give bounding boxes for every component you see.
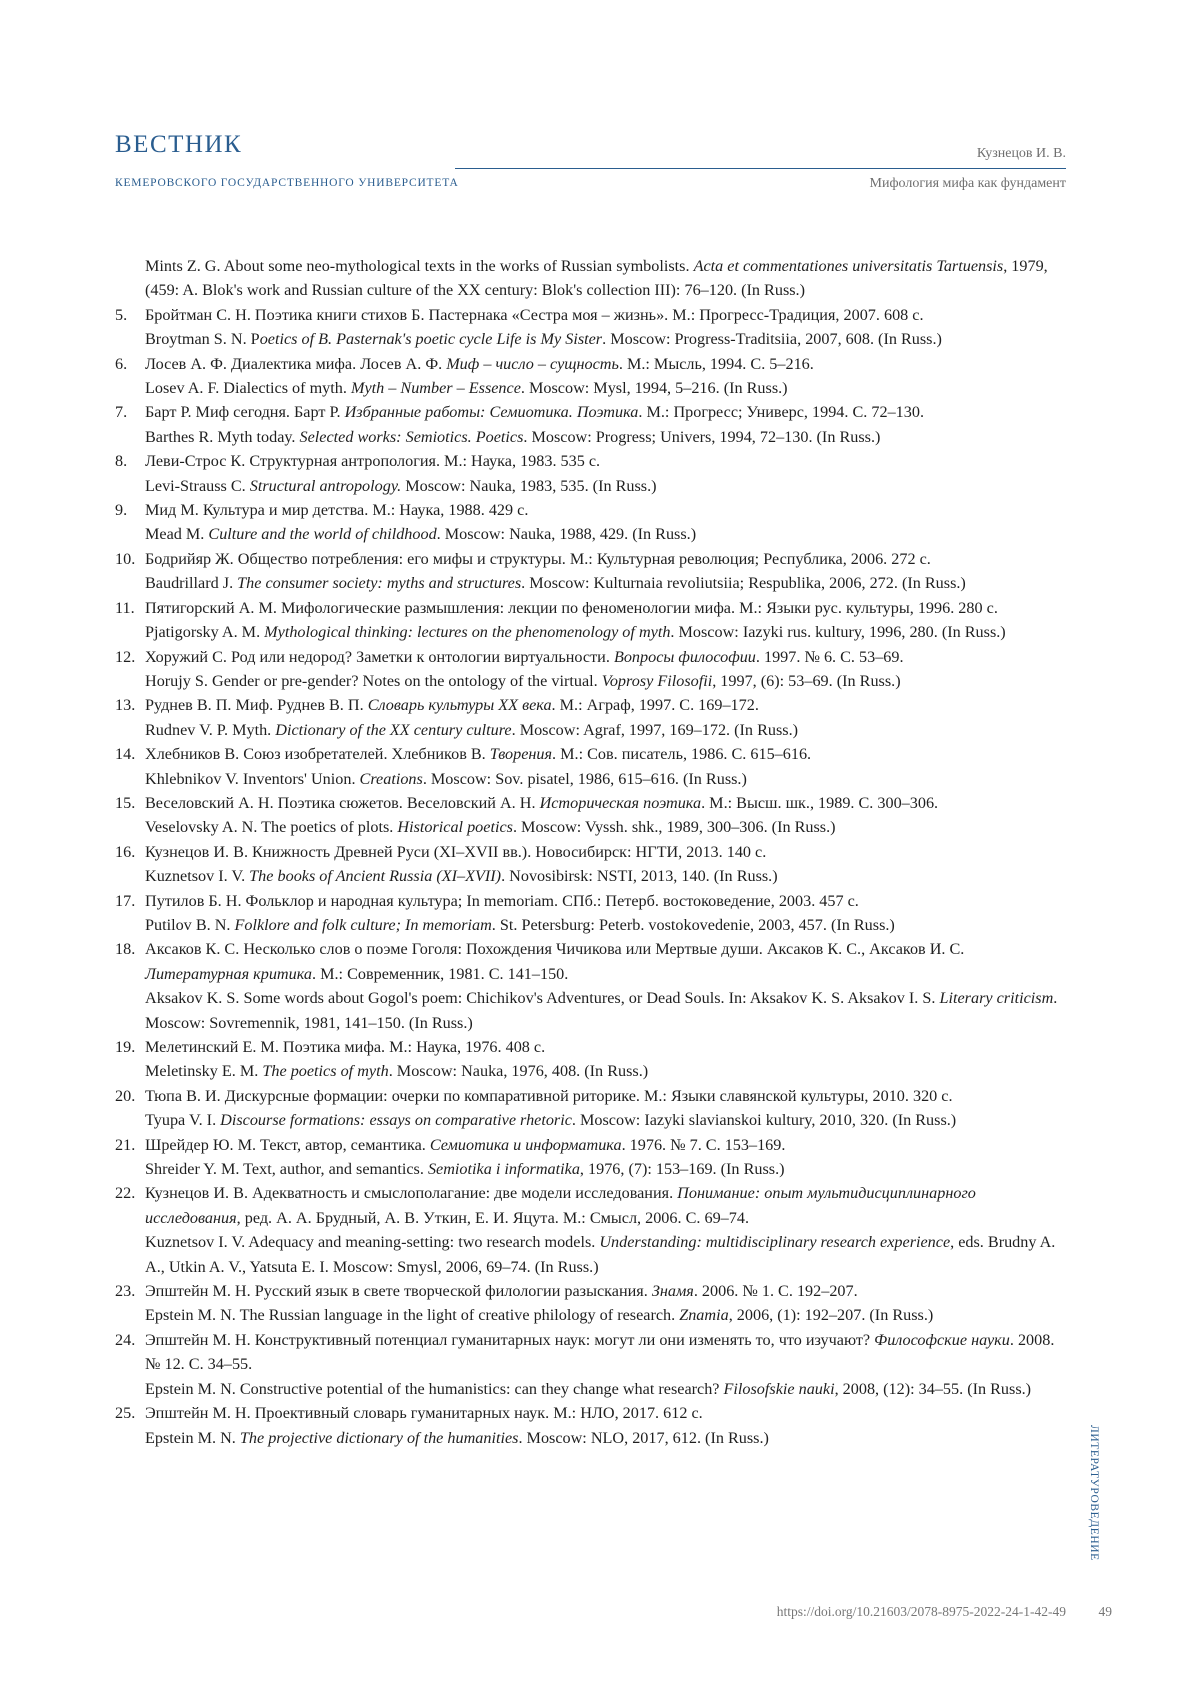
reference-source-title: Словарь культуры XX века (367, 696, 552, 715)
reference-number: 9. (115, 501, 128, 520)
reference-segment: , 2006, (1): 192–207. (In Russ.) (728, 1306, 934, 1325)
reference-original (145, 1133, 1066, 1157)
reference-segment: Кузнецов И. В. Адекватность и смыслополагание: две модели исследования. (145, 1184, 678, 1203)
reference-segment: Кузнецов И. В. Книжность Древней Руси (XI–XVII вв.). Новосибирск: НГТИ, 2013. 140 с. (145, 842, 767, 861)
reference-number: 23. (115, 1282, 136, 1301)
reference-transliteration (145, 522, 1066, 546)
reference-item (115, 1328, 1066, 1401)
reference-text (145, 547, 1066, 596)
reference-segment: Putilov B. N. (145, 915, 235, 934)
reference-number: 25. (115, 1404, 136, 1423)
reference-text (145, 596, 1066, 645)
reference-original (145, 1328, 1066, 1377)
header-author: Кузнецов И. В. (976, 146, 1066, 161)
reference-source-title: The consumer society: myths and structures (237, 574, 522, 593)
reference-source-title: Voprosy Filosofii (601, 671, 713, 690)
reference-number: 21. (115, 1135, 136, 1154)
reference-segment: Барт Р. Миф сегодня. Барт Р. (145, 403, 345, 422)
reference-transliteration (145, 913, 1066, 937)
reference-number: 6. (115, 354, 128, 373)
reference-segment: Aksakov K. S. Some words about Gogol's poem: Chichikov's Adventures, or Dead Souls. In: Aksakov K. S. Aksakov I. S. (145, 989, 940, 1008)
reference-item (115, 937, 1066, 1035)
reference-segment: Лосев А. Ф. Диалектика мифа. Лосев А. Ф. (145, 354, 447, 373)
reference-text (145, 254, 1066, 303)
reference-source-title: The poetics of myth (262, 1062, 389, 1081)
reference-segment: Веселовский А. Н. Поэтика сюжетов. Веселовский А. Н. (145, 793, 540, 812)
reference-source-title: Творения (489, 745, 553, 764)
header-divider (455, 168, 1066, 169)
reference-text (145, 791, 1066, 840)
doi-link[interactable]: https://doi.org/10.21603/2078-8975-2022-24-1-42-49 (776, 1604, 1066, 1619)
reference-source-title: Семиотика и информатика (429, 1135, 622, 1154)
reference-number: 7. (115, 403, 128, 422)
reference-number (115, 254, 145, 303)
reference-original (145, 254, 1066, 303)
reference-number: 8. (115, 452, 128, 471)
reference-original (145, 937, 1066, 986)
reference-segment: Аксаков К. С. Несколько слов о поэме Гоголя: Похождения Чичикова или Мертвые души. Аксаков К. С., Аксаков И. С. (145, 940, 965, 959)
reference-segment: . Moscow: Kulturnaia revoliutsiia; Respublika, 2006, 272. (In Russ.) (521, 574, 966, 593)
reference-original (145, 1181, 1066, 1230)
reference-source-title: Философские науки (874, 1330, 1010, 1349)
reference-item (115, 1401, 1066, 1450)
reference-source-title: Literary criticism (939, 989, 1054, 1008)
reference-segment: . Moscow: Nauka, 1976, 408. (In Russ.) (388, 1062, 649, 1081)
reference-segment: . 1997. № 6. С. 53–69. (755, 647, 904, 666)
reference-segment: Мид М. Культура и мир детства. М.: Наука, 1988. 429 с. (145, 501, 529, 520)
reference-number: 5. (115, 305, 128, 324)
reference-source-title: Mythological thinking: lectures on the phenomenology of myth (264, 623, 671, 642)
reference-source-title: Creations (359, 769, 423, 788)
reference-segment: Путилов Б. Н. Фольклор и народная культура; In memoriam. СПб.: Петерб. востоковедение, 2003. 457 с. (145, 891, 859, 910)
reference-segment: . Moscow: Nauka, 1988, 429. (In Russ.) (436, 525, 697, 544)
reference-segment: Тюпа В. И. Дискурсные формации: очерки по компаративной риторике. М.: Языки славянской культуры, 2010. 320 с. (145, 1086, 953, 1105)
reference-text (145, 742, 1066, 791)
reference-text (145, 303, 1066, 352)
reference-segment: Levi-Strauss C. (145, 476, 250, 495)
reference-item (115, 1279, 1066, 1328)
reference-segment: Baudrillard J. (145, 574, 238, 593)
reference-item (115, 254, 1066, 303)
reference-number: 13. (115, 696, 136, 715)
reference-number: 19. (115, 1038, 136, 1056)
reference-segment: . М.: Аграф, 1997. С. 169–172. (551, 696, 759, 715)
reference-segment: Руднев В. П. Миф. Руднев В. П. (145, 696, 368, 715)
reference-source-title: Znamia (679, 1306, 729, 1325)
reference-transliteration (145, 474, 1066, 498)
reference-source-title: Historical poetics (397, 818, 513, 837)
reference-segment: Леви-Строс К. Структурная антропология. М.: Наука, 1983. 535 с. (145, 452, 601, 471)
reference-original (145, 400, 1066, 424)
reference-original (145, 889, 1066, 913)
reference-item (115, 352, 1066, 401)
reference-number: 18. (115, 940, 136, 959)
reference-transliteration (145, 1059, 1066, 1083)
reference-segment: Эпштейн М. Н. Конструктивный потенциал гуманитарных наук: могут ли они изменять то, что изучают? (145, 1330, 875, 1349)
reference-list (115, 254, 1066, 1450)
reference-item (115, 1084, 1066, 1133)
reference-original (145, 1401, 1066, 1425)
reference-segment: Шрейдер Ю. М. Текст, автор, семантика. (145, 1135, 430, 1154)
reference-source-title: Structural antropology. (249, 476, 402, 495)
reference-source-title: Acta et commentationes universitatis Tartuensis (693, 257, 1004, 275)
reference-item (115, 693, 1066, 742)
reference-text (145, 400, 1066, 449)
reference-segment: . Moscow: Iazyki rus. kultury, 1996, 280. (In Russ.) (670, 623, 1006, 642)
reference-segment: . М.: Высш. шк., 1989. С. 300–306. (701, 793, 939, 812)
reference-original (145, 596, 1066, 620)
journal-title: ВЕСТНИК (115, 131, 243, 158)
reference-segment: . М.: Сов. писатель, 1986. С. 615–616. (552, 745, 812, 764)
reference-text (145, 1181, 1066, 1279)
reference-item (115, 498, 1066, 547)
reference-segment: . 2006. № 1. С. 192–207. (693, 1282, 858, 1301)
reference-original (145, 645, 1066, 669)
reference-item (115, 645, 1066, 694)
reference-original (145, 449, 1066, 473)
reference-segment: Khlebnikov V. Inventors' Union. (145, 769, 360, 788)
reference-original (145, 303, 1066, 327)
reference-original (145, 742, 1066, 766)
reference-segment: Kuznetsov I. V. Adequacy and meaning-setting: two research models. (145, 1233, 600, 1252)
reference-segment: Бодрийяр Ж. Общество потребления: его мифы и структуры. М.: Культурная революция; Республика, 2006. 272 с. (145, 549, 931, 568)
reference-transliteration (145, 327, 1066, 351)
reference-segment: . М.: Прогресс; Универс, 1994. С. 72–130. (638, 403, 924, 422)
journal-subtitle: КЕМЕРОВСКОГО ГОСУДАРСТВЕННОГО УНИВЕРСИТЕТА (115, 177, 459, 189)
reference-text (145, 449, 1066, 498)
reference-item (115, 840, 1066, 889)
reference-segment: Эпштейн М. Н. Русский язык в свете творческой филологии разыскания. (145, 1282, 652, 1301)
reference-segment: . Moscow: Progress; Univers, 1994, 72–130. (In Russ.) (523, 427, 881, 446)
reference-text (145, 889, 1066, 938)
reference-transliteration (145, 1426, 1066, 1450)
reference-segment: Эпштейн М. Н. Проективный словарь гуманитарных наук. М.: НЛО, 2017. 612 с. (145, 1404, 703, 1423)
reference-item (115, 547, 1066, 596)
reference-item (115, 1181, 1066, 1279)
reference-source-title: Myth – Number – Essence (350, 379, 521, 398)
reference-transliteration (145, 986, 1066, 1035)
reference-segment: , eds. Brudny A. A., Utkin A. V., Yatsuta E. I. Moscow: Smysl, 2006, 69–74. (In Russ.) (145, 1233, 1056, 1276)
reference-segment: Хоружий С. Род или недород? Заметки к онтологии виртуальности. (145, 647, 614, 666)
reference-transliteration (145, 1230, 1066, 1279)
reference-segment: . St. Petersburg: Peterb. vostokovedenie, 2003, 457. (In Russ.) (491, 915, 895, 934)
reference-source-title: oetics of B. Pasternak's poetic cycle Life is My Sister (259, 330, 603, 349)
reference-transliteration (145, 1303, 1066, 1327)
reference-transliteration (145, 767, 1066, 791)
reference-source-title: Selected works: Semiotics. Poetics (299, 427, 524, 446)
reference-text (145, 1084, 1066, 1133)
reference-source-title: Discourse formations: essays on comparative rhetoric (220, 1111, 572, 1130)
reference-text (145, 1035, 1066, 1084)
reference-source-title: Понимание: опыт мультидисциплинарного исследования (145, 1184, 976, 1227)
reference-segment: . Moscow: Vyssh. shk., 1989, 300–306. (In Russ.) (512, 818, 836, 837)
reference-source-title: Знамя (651, 1282, 694, 1301)
reference-source-title: Историческая поэтика (539, 793, 702, 812)
reference-item (115, 742, 1066, 791)
reference-source-title: Understanding: multidisciplinary research experience (599, 1233, 951, 1252)
reference-segment: Meletinsky E. M. (145, 1062, 263, 1081)
reference-segment: , 1979, (459: A. Blok's work and Russian culture of the XX century: Blok's collection III): 76–120. (In Russ.) (145, 257, 1048, 300)
reference-text (145, 1401, 1066, 1450)
reference-number: 14. (115, 745, 136, 764)
reference-item (115, 596, 1066, 645)
reference-transliteration (145, 815, 1066, 839)
reference-item (115, 1133, 1066, 1182)
reference-segment: Tyupa V. I. (145, 1111, 221, 1130)
reference-text (145, 645, 1066, 694)
reference-original (145, 693, 1066, 717)
reference-item (115, 1035, 1066, 1084)
reference-text (145, 937, 1066, 1035)
reference-segment: Бройтман С. Н. Поэтика книги стихов Б. Пастернака «Сестра моя – жизнь». М.: Прогресс-Традиция, 2007. 608 с. (145, 305, 924, 324)
reference-transliteration (145, 620, 1066, 644)
reference-original (145, 498, 1066, 522)
reference-transliteration (145, 425, 1066, 449)
reference-segment: . Moscow: Mysl, 1994, 5–216. (In Russ.) (520, 379, 788, 398)
reference-source-title: The books of Ancient Russia (XI–XVII) (249, 867, 502, 886)
reference-text (145, 1279, 1066, 1328)
reference-segment: . 1976. № 7. С. 153–169. (621, 1135, 786, 1154)
reference-segment: . М.: Современник, 1981. С. 141–150. (311, 964, 569, 983)
reference-segment: Mead M. (145, 525, 209, 544)
reference-segment: , 1976, (7): 153–169. (In Russ.) (579, 1160, 785, 1179)
reference-source-title: Вопросы философии (613, 647, 756, 666)
reference-source-title: Culture and the world of childhood (208, 525, 437, 544)
reference-original (145, 791, 1066, 815)
reference-original (145, 1035, 1066, 1059)
reference-segment: Veselovsky A. N. The poetics of plots. (145, 818, 398, 837)
reference-segment: . 2008. № 12. С. 34–55. (145, 1330, 1055, 1374)
reference-original (145, 1084, 1066, 1108)
reference-item (115, 791, 1066, 840)
reference-segment: Хлебников В. Союз изобретателей. Хлебников В. (145, 745, 490, 764)
reference-source-title: Semiotika i informatika (427, 1160, 580, 1179)
reference-item (115, 400, 1066, 449)
reference-original (145, 1279, 1066, 1303)
reference-item (115, 449, 1066, 498)
reference-segment: Losev A. F. Dialectics of myth. (145, 379, 351, 398)
reference-source-title: Folklore and folk culture; In memoriam (234, 915, 492, 934)
reference-number: 22. (115, 1184, 136, 1203)
reference-transliteration (145, 864, 1066, 888)
reference-segment: Broytman S. N. P (145, 330, 260, 349)
reference-segment: Moscow: Nauka, 1983, 535. (In Russ.) (401, 476, 657, 495)
page-header (0, 0, 1200, 200)
reference-transliteration (145, 1108, 1066, 1132)
reference-segment: . М.: Мысль, 1994. С. 5–216. (618, 354, 814, 373)
reference-text (145, 498, 1066, 547)
reference-text (145, 1133, 1066, 1182)
reference-transliteration (145, 718, 1066, 742)
reference-segment: . Moscow: Agraf, 1997, 169–172. (In Russ.) (511, 720, 799, 739)
reference-segment: . Novosibirsk: NSTI, 2013, 140. (In Russ.) (501, 867, 778, 886)
reference-segment: Kuznetsov I. V. (145, 867, 250, 886)
reference-segment: Shreider Y. M. Text, author, and semantics. (145, 1160, 428, 1179)
reference-text (145, 1328, 1066, 1401)
reference-number: 15. (115, 793, 136, 812)
reference-segment: Pjatigorsky A. M. (145, 623, 265, 642)
reference-text (145, 352, 1066, 401)
reference-segment: Пятигорский А. М. Мифологические размышления: лекции по феноменологии мифа. М.: Языки рус. культуры, 1996. 280 с. (145, 598, 998, 617)
reference-text (145, 840, 1066, 889)
reference-source-title: Избранные работы: Семиотика. Поэтика (344, 403, 639, 422)
reference-segment: , 1997, (6): 53–69. (In Russ.) (712, 671, 901, 690)
reference-number: 10. (115, 549, 136, 568)
reference-number: 12. (115, 647, 136, 666)
reference-text (145, 693, 1066, 742)
reference-transliteration (145, 1377, 1066, 1401)
running-title: Мифология мифа как фундамент (869, 176, 1066, 191)
reference-original (145, 840, 1066, 864)
reference-segment: Epstein M. N. The Russian language in the light of creative philology of research. (145, 1306, 680, 1325)
section-side-label: ЛИТЕРАТУРОВЕДЕНИЕ (1088, 1425, 1100, 1561)
reference-segment: . Moscow: Progress-Traditsiia, 2007, 608. (In Russ.) (602, 330, 942, 349)
reference-number: 17. (115, 891, 136, 910)
reference-segment: . Moscow: Sov. pisatel, 1986, 615–616. (In Russ.) (422, 769, 747, 788)
reference-source-title: Миф – число – сущность (446, 354, 619, 373)
reference-segment: , 2008, (12): 34–55. (In Russ.) (834, 1379, 1032, 1398)
reference-original (145, 547, 1066, 571)
reference-number: 20. (115, 1086, 136, 1105)
reference-number: 16. (115, 842, 136, 861)
reference-original (145, 352, 1066, 376)
reference-transliteration (145, 669, 1066, 693)
reference-transliteration (145, 376, 1066, 400)
reference-transliteration (145, 571, 1066, 595)
reference-segment: Epstein M. N. Constructive potential of the humanistics: can they change what research? (145, 1379, 724, 1398)
reference-source-title: The projective dictionary of the humanities (239, 1428, 519, 1447)
reference-item (115, 303, 1066, 352)
reference-segment: Barthes R. Myth today. (145, 427, 300, 446)
reference-transliteration (145, 1157, 1066, 1181)
reference-source-title: Литературная критика (145, 964, 312, 983)
reference-number: 24. (115, 1330, 136, 1349)
reference-segment: Мелетинский Е. М. Поэтика мифа. М.: Наука, 1976. 408 с. (145, 1038, 546, 1056)
reference-segment: Horujy S. Gender or pre-gender? Notes on the ontology of the virtual. (145, 671, 602, 690)
reference-item (115, 889, 1066, 938)
reference-source-title: Dictionary of the XX century culture (275, 720, 512, 739)
reference-number: 11. (115, 598, 135, 617)
page-number: 49 (1098, 1604, 1112, 1619)
reference-segment: Rudnev V. P. Myth. (145, 720, 276, 739)
reference-segment: . Moscow: NLO, 2017, 612. (In Russ.) (518, 1428, 769, 1447)
reference-segment: Mints Z. G. About some neo-mythological texts in the works of Russian symbolists. (145, 257, 694, 275)
reference-segment: , ред. А. А. Брудный, А. В. Уткин, Е. И. Яцута. М.: Смысл, 2006. С. 69–74. (236, 1208, 749, 1227)
reference-segment: Epstein M. N. (145, 1428, 240, 1447)
reference-segment: . Moscow: Iazyki slavianskoi kultury, 2010, 320. (In Russ.) (571, 1111, 957, 1130)
reference-segment: . Moscow: Sovremennik, 1981, 141–150. (In Russ.) (145, 989, 1058, 1032)
reference-source-title: Filosofskie nauki (723, 1379, 835, 1398)
